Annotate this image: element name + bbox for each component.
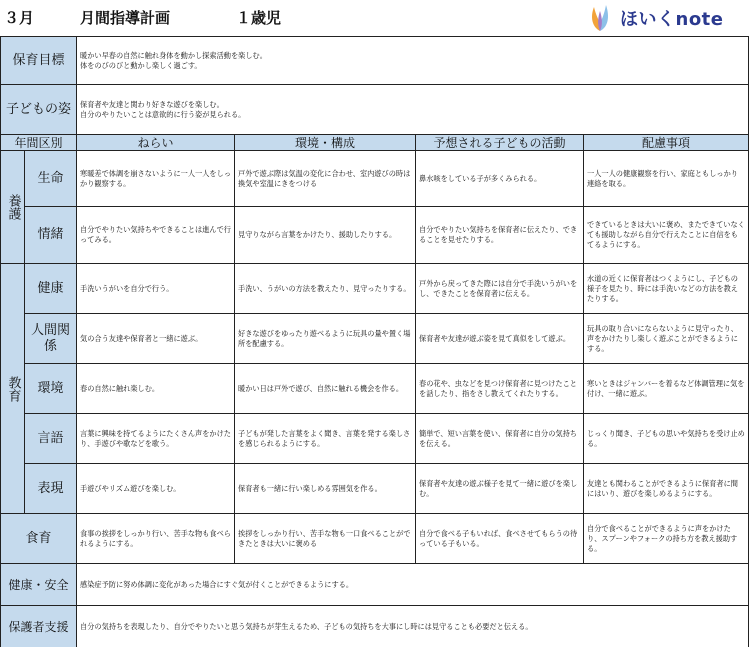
group-education-label: 教育 bbox=[5, 375, 21, 402]
row-language-expected: 簡単で、短い言葉を使い、保育者に自分の気持ちを伝える。 bbox=[416, 414, 584, 464]
col-aim: ねらい bbox=[77, 135, 235, 151]
row-expression-environment: 保育者も一緒に行い楽しめる雰囲気を作る。 bbox=[235, 464, 416, 514]
row-label-life: 生命 bbox=[25, 151, 77, 207]
col-expected: 予想される子どもの活動 bbox=[416, 135, 584, 151]
group-care-label: 養護 bbox=[5, 194, 21, 220]
row-label-language: 言語 bbox=[25, 414, 77, 464]
row-label-health: 健康 bbox=[25, 264, 77, 314]
row-expression-consideration: 友達とも関わることができるように保育者に間にはいり、遊びを楽しめるようにする。 bbox=[584, 464, 749, 514]
row-health-aim: 手洗いうがいを自分で行う。 bbox=[77, 264, 235, 314]
row-expression-expected: 保育者や友達の遊ぶ様子を見て一緒に遊びを楽しむ。 bbox=[416, 464, 584, 514]
row-expression-aim: 手遊びやリズム遊びを楽しむ。 bbox=[77, 464, 235, 514]
row-emotion-consideration: できているときは大いに褒め、またできていなくても援助しながら自分で行えたことに自信をもてるようにする。 bbox=[584, 207, 749, 264]
row-emotion-environment: 見守りながら言葉をかけたり、援助したりする。 bbox=[235, 207, 416, 264]
col-period: 年間区別 bbox=[1, 135, 77, 151]
plan-table bbox=[0, 36, 749, 647]
row-life-consideration: 一人一人の健康観察を行い、家庭ともしっかり連絡を取る。 bbox=[584, 151, 749, 207]
row-language-consideration: じっくり聞き、子どもの思いや気持ちを受け止める。 bbox=[584, 414, 749, 464]
child-figure-label: 子どもの姿 bbox=[1, 85, 77, 135]
row-label-emotion: 情緒 bbox=[25, 207, 77, 264]
food-environment: 挨拶をしっかり行い、苦手な物も一口食べることができたときは大いに褒める bbox=[235, 514, 416, 564]
row-health-consideration: 水道の近くに保育者はつくようにし、子どもの様子を見たり、時には手洗いなどの方法を教えたりする。 bbox=[584, 264, 749, 314]
col-consideration: 配慮事項 bbox=[584, 135, 749, 151]
goal-text: 暖かい早春の自然に触れ身体を動かし探索活動を楽しむ。 体をのびのびと動かし楽しく過ごす。 bbox=[77, 37, 749, 85]
food-aim: 食事の挨拶をしっかり行い、苦手な物も食べられるようにする。 bbox=[77, 514, 235, 564]
row-environment-environment: 暖かい日は戸外で遊び、自然に触れる機会を作る。 bbox=[235, 364, 416, 414]
age-label: １歳児 bbox=[236, 9, 282, 27]
logo bbox=[586, 2, 749, 34]
col-environment: 環境・構成 bbox=[235, 135, 416, 151]
plan-title: 月間指導計画 bbox=[80, 9, 171, 27]
row-label-expression: 表現 bbox=[25, 464, 77, 514]
row-life-environment: 戸外で遊ぶ際は気温の変化に合わせ、室内遊びの時は換気や室温にきをつける bbox=[235, 151, 416, 207]
row-label-environment: 環境 bbox=[25, 364, 77, 414]
parent-support-label: 保護者支援 bbox=[1, 606, 77, 647]
food-consideration: 自分で食べることができるように声をかけたり、スプーンやフォークの持ち方を教え援助する。 bbox=[584, 514, 749, 564]
group-education bbox=[1, 264, 25, 514]
row-life-expected: 鼻水咳をしている子が多くみられる。 bbox=[416, 151, 584, 207]
parent-support-text: 自分の気持ちを表現したり、自分でやりたいと思う気持ちが芽生えるため、子どもの気持ちを大事にし時には見守ることも必要だと伝える。 bbox=[77, 606, 749, 647]
health-safety-text: 感染症予防に努め体調に変化があった場合にすぐ気が付くことができるようにする。 bbox=[77, 564, 749, 606]
row-environment-consideration: 寒いときはジャンバーを着るなど体調管理に気を付け、一緒に遊ぶ。 bbox=[584, 364, 749, 414]
row-environment-aim: 春の自然に触れ楽しむ。 bbox=[77, 364, 235, 414]
logo-text: ほいくnote bbox=[620, 9, 724, 30]
row-relationships-aim: 気の合う友達や保育者と一緒に遊ぶ。 bbox=[77, 314, 235, 364]
food-label: 食育 bbox=[1, 514, 77, 564]
row-label-relationships: 人間関係 bbox=[25, 314, 77, 364]
goal-label: 保育目標 bbox=[1, 37, 77, 85]
group-care bbox=[1, 151, 25, 264]
month-label: ３月 bbox=[4, 9, 35, 27]
child-figure-text: 保育者や友達と関わり好きな遊びを楽しむ。 自分のやりたいことは意欲的に行う姿が見られる。 bbox=[77, 85, 749, 135]
row-health-expected: 戸外から戻ってきた際には自分で手洗いうがいをし、できたことを保育者に伝える。 bbox=[416, 264, 584, 314]
flame-logo-icon bbox=[586, 3, 614, 33]
row-relationships-environment: 好きな遊びをゆったり遊べるように玩具の量や置く場所を配慮する。 bbox=[235, 314, 416, 364]
row-language-environment: 子どもが発した言葉をよく聞き、言葉を発する楽しさを感じられるようにする。 bbox=[235, 414, 416, 464]
row-relationships-consideration: 玩具の取り合いにならないように見守ったり、声をかけたりし楽しく遊ぶことができるようにする。 bbox=[584, 314, 749, 364]
row-environment-expected: 春の花や、虫などを見つけ保育者に見つけたことを話したり、指をさし教えてくれたりする。 bbox=[416, 364, 584, 414]
row-emotion-expected: 自分でやりたい気持ちを保育者に伝えたり、できることを見せたりする。 bbox=[416, 207, 584, 264]
row-relationships-expected: 保育者や友達が遊ぶ姿を見て真似をして遊ぶ。 bbox=[416, 314, 584, 364]
food-expected: 自分で食べる子もいれば、食べさせてもらうの待っている子もいる。 bbox=[416, 514, 584, 564]
row-emotion-aim: 自分でやりたい気持ちやできることは進んで行ってみる。 bbox=[77, 207, 235, 264]
row-life-aim: 寒暖差で体調を崩さないように一人一人をしっかり観察する。 bbox=[77, 151, 235, 207]
health-safety-label: 健康・安全 bbox=[1, 564, 77, 606]
plan-header bbox=[0, 0, 749, 36]
row-language-aim: 言葉に興味を持てるようにたくさん声をかけたり、手遊びや歌などを歌う。 bbox=[77, 414, 235, 464]
row-health-environment: 手洗い、うがいの方法を教えたり、見守ったりする。 bbox=[235, 264, 416, 314]
